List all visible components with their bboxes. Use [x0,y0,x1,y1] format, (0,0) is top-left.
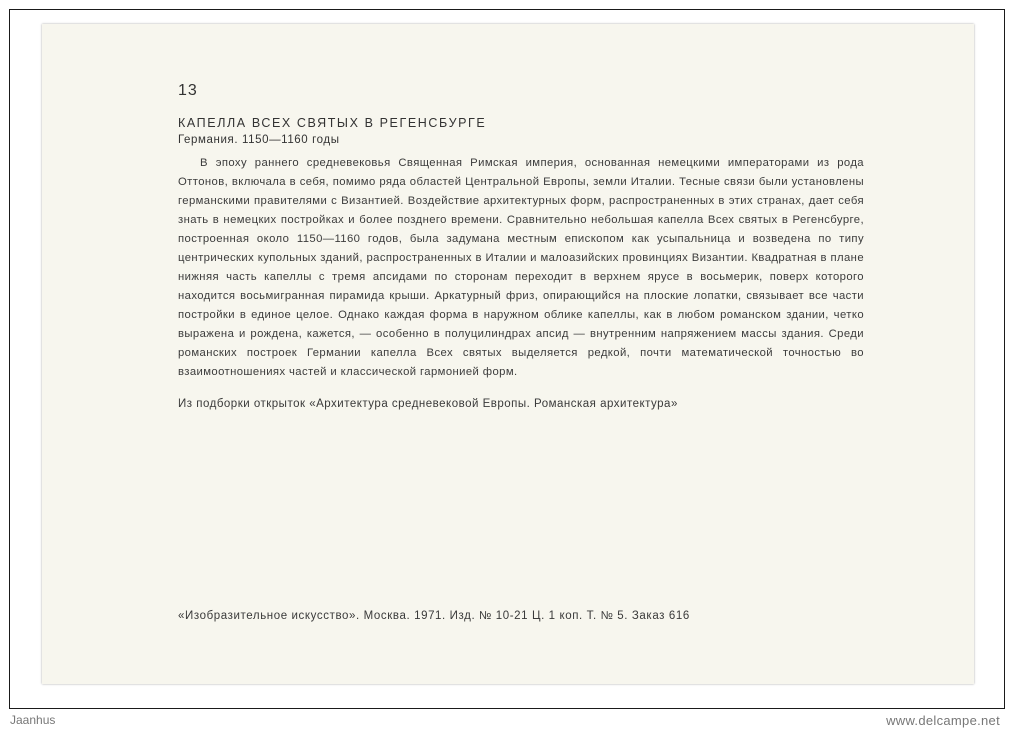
publisher-imprint: «Изобразительное искусство». Москва. 1971. Изд. № 10-21 Ц. 1 коп. Т. № 5. Заказ 616 [178,610,690,622]
card-title: КАПЕЛЛА ВСЕХ СВЯТЫХ В РЕГЕНСБУРГЕ [178,116,487,130]
card-description: В эпоху раннего средневековья Священная Римская империя, основанная немецкими императорами из рода Оттонов, включала в себя, помимо ряда областей Центральной Европы, земли Италии. Тесные связи были установлены германскими правителями с Византией. Воздействие архитектурных форм, распространенных в этих странах, дает себя знать в немецких постройках и более позднего времени. Сравнительно небольшая капелла Всех святых в Регенсбурге, построенная около 1150—1160 годов, была задумана местным епископом как усыпальница и возведена по типу центрических купольных зданий, распространенных в Италии и малоазийских провинциях Византии. Квадратная в плане нижняя часть капеллы с тремя апсидами по сторонам переходит в верхнем ярусе в восьмерик, поверх которого находится восьмигранная пирамида крыши. Аркатурный фриз, опирающийся на плоские лопатки, связывает все части постройки в единое целое. Однако каждая форма в наружном облике капеллы, как в любом романском здании, четко выражена и рождена, кажется, — особенно в полуцилиндрах апсид — внутренним напряжением массы здания. Среди романских построек Германии капелла Всех святых выделяется редкой, почти математической точностью во взаимоотношениях частей и классической гармонией форм. [178,157,864,378]
seller-watermark: Jaanhus [10,713,56,727]
postcard-back [42,24,974,684]
site-watermark: www.delcampe.net [886,713,1000,728]
postcard-text-block [178,82,864,410]
series-source: Из подборки открыток «Архитектура средневековой Европы. Романская архитектура» [178,398,678,410]
card-number: 13 [178,82,198,99]
card-subtitle: Германия. 1150—1160 годы [178,134,340,146]
